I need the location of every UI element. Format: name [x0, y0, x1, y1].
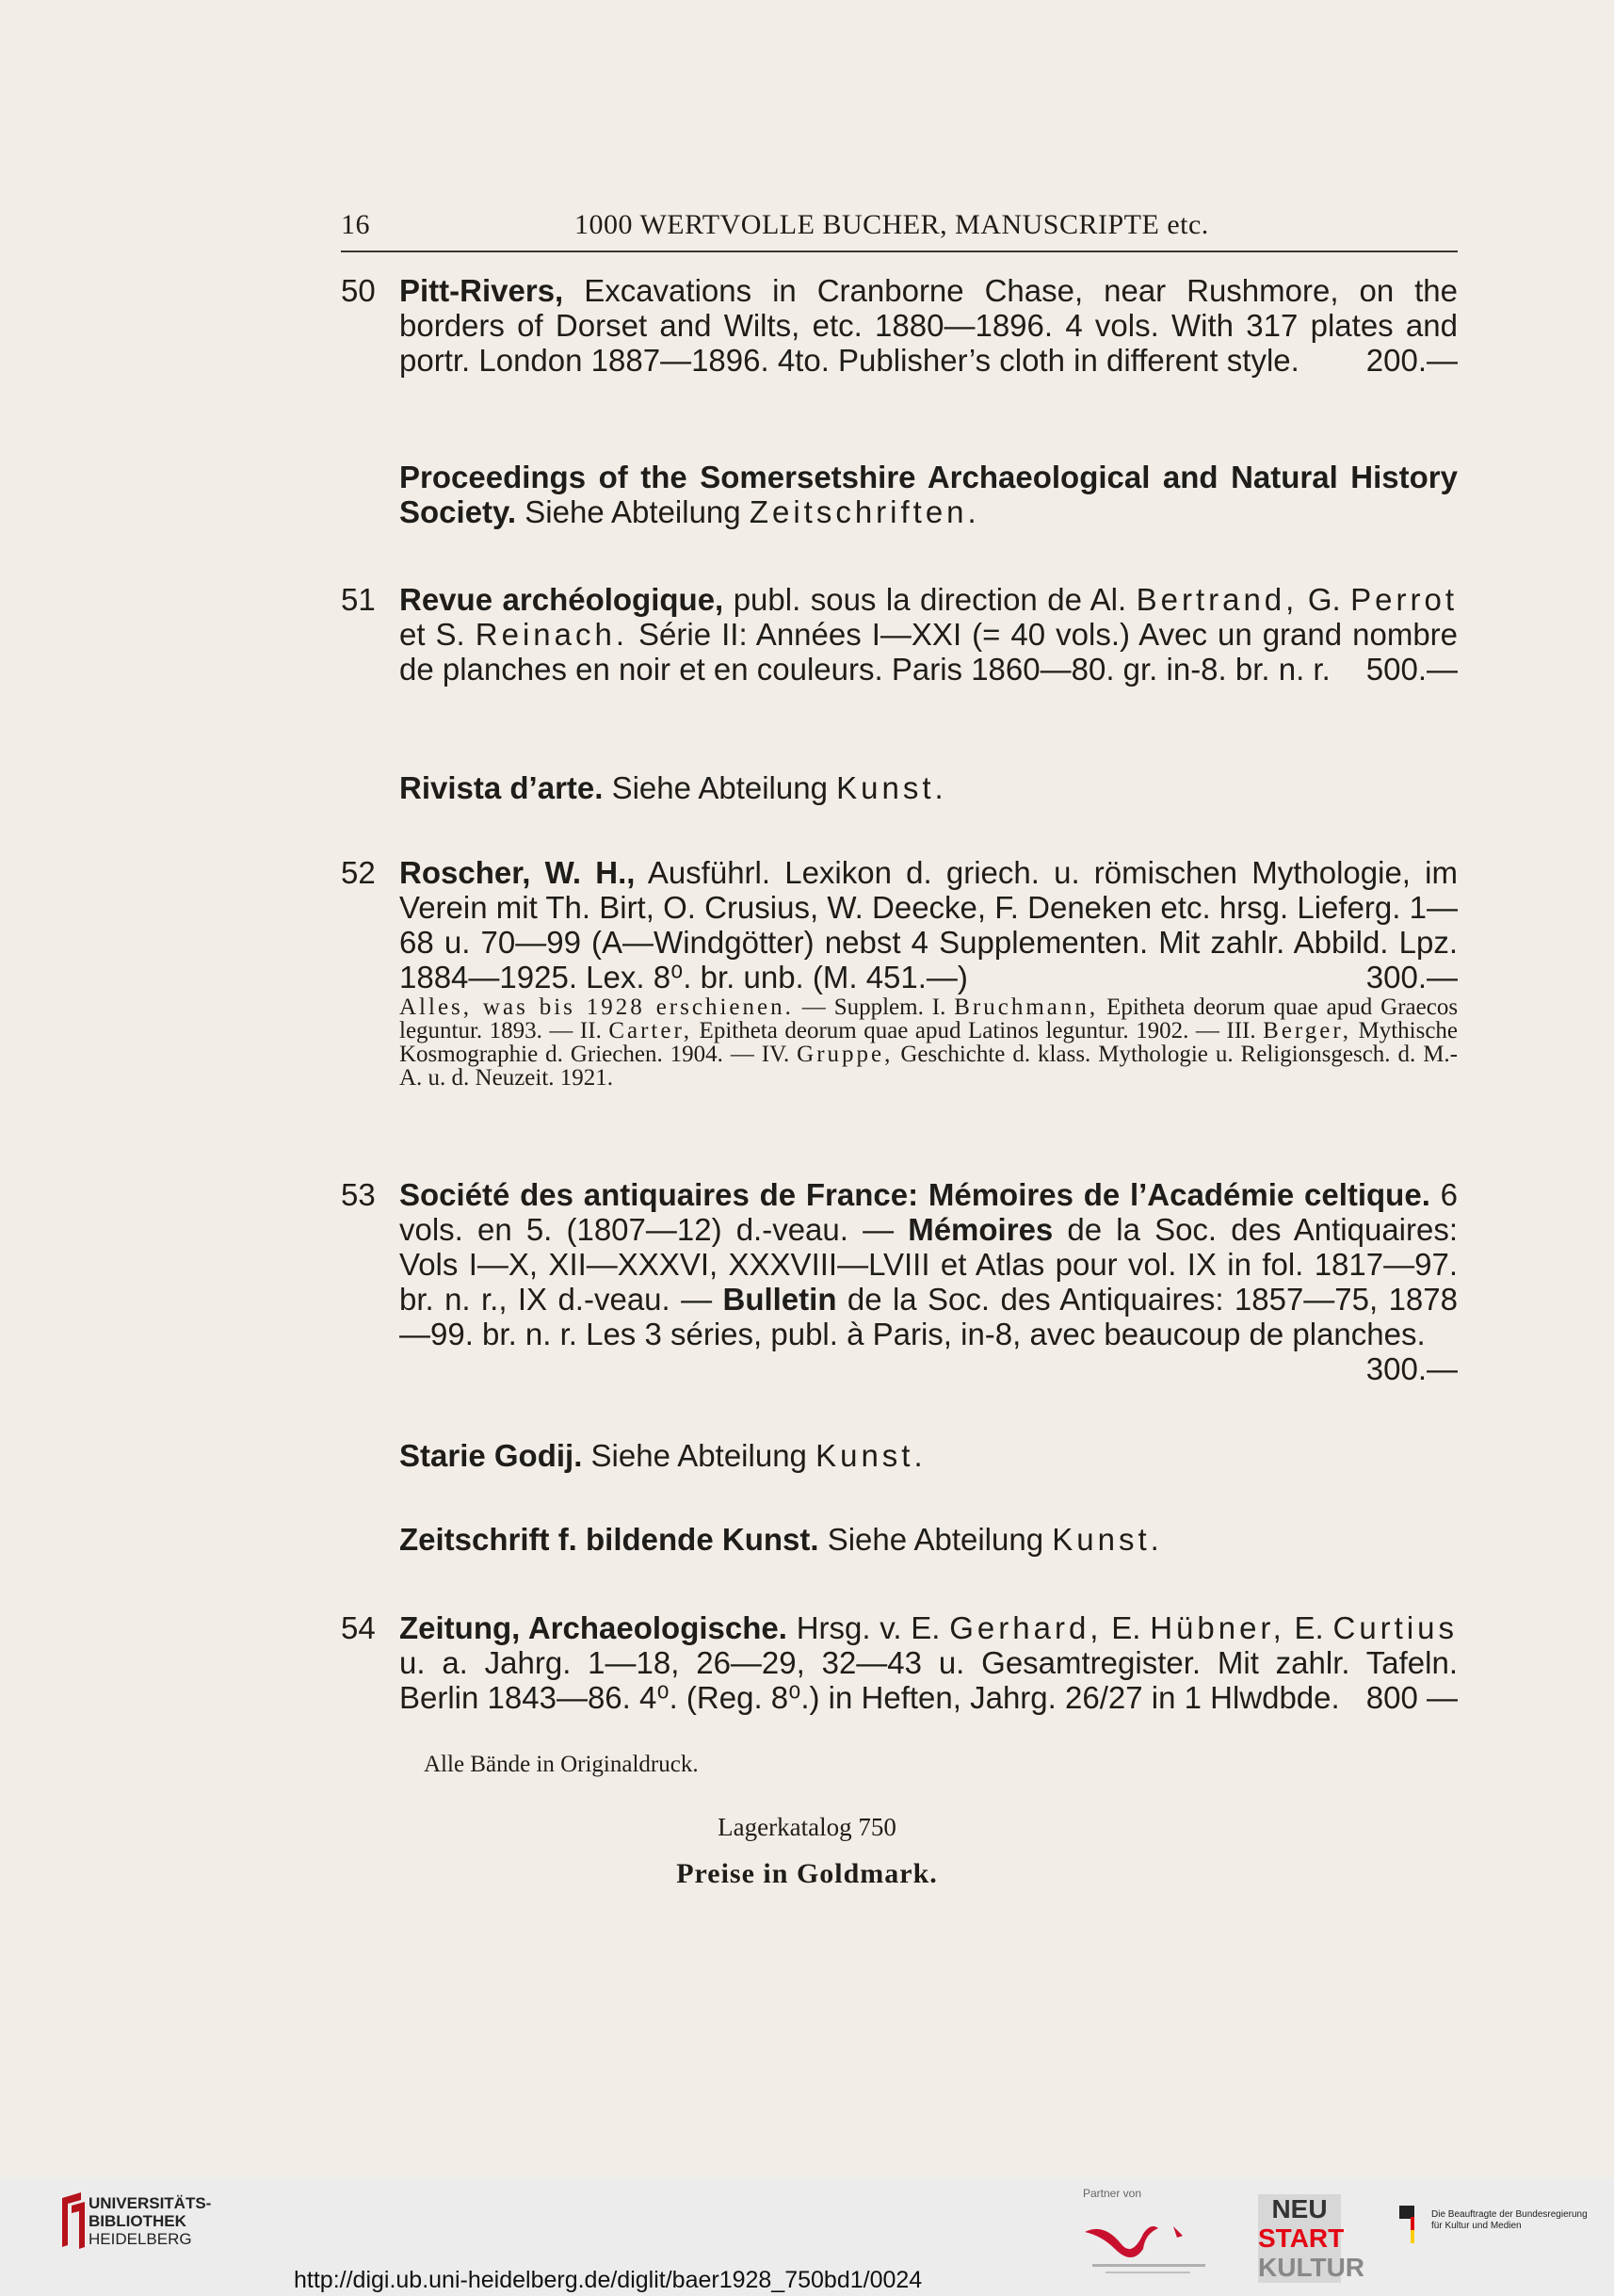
- entry-body-part: 6 vols. en 5. (1807—12) d.-veau. —: [399, 1177, 1459, 1247]
- entry-heading: Roscher, W. H.,: [399, 855, 636, 890]
- author-name: Carter,: [608, 1018, 693, 1043]
- entry-body-part: u. a. Jahrg. 1—18, 26—29, 32—43 u. Gesamtregister. Mit zahlr. Tafeln. Berlin 1843—86. 4⁰. (Reg. 8⁰.) in Heften, Jahrg. 26/27 in 1 Hlwdbde.: [399, 1645, 1458, 1715]
- entry-number: 53: [341, 1177, 376, 1212]
- entry-body-part: Hrsg. v. E.: [796, 1610, 941, 1645]
- reference-section: Zeitschriften.: [749, 494, 980, 529]
- neustart-kultur-logo: [1258, 2194, 1365, 2283]
- entry-number: 54: [341, 1610, 376, 1645]
- entry-text: [399, 855, 1458, 994]
- partner-label: Partner von: [1083, 2187, 1142, 2200]
- reference-see: Siehe Abteilung: [611, 770, 828, 805]
- reference-heading: Rivista d’arte.: [399, 770, 604, 805]
- digital-library-logo-icon: [1083, 2206, 1224, 2281]
- logo-text: KULTUR: [1258, 2253, 1365, 2282]
- entry-heading: Société des antiquaires de France: Mémoires de l’Académie celtique.: [399, 1177, 1430, 1212]
- note-part: Mythische Kosmographie d. Griechen. 1904. — IV.: [399, 1018, 1459, 1067]
- permalink-url[interactable]: http://digi.ub.uni-heidelberg.de/diglit/baer1928_750bd1/0024: [294, 2267, 923, 2293]
- reference-see: Siehe Abteilung: [590, 1438, 807, 1473]
- library-name-line: HEIDELBERG: [89, 2230, 192, 2248]
- author-name: Bruchmann,: [954, 994, 1099, 1020]
- entry-price: 200.—: [1365, 343, 1458, 378]
- entry-number: 50: [341, 273, 376, 308]
- entry-50: [341, 273, 1458, 414]
- entry-body: Ausführl. Lexikon d. griech. u. römischen Mythologie, im Verein mit Th. Birt, O. Crusius, W. Deecke, F. Deneken etc. hrsg. Lieferg. 1—68 u. 70—99 (A—Windgötter) nebst 4 Supplementen. Mit zahlr. Abbild. Lpz. 1884—1925. Lex. 8⁰. br. unb. (M. 451.—): [399, 855, 1458, 994]
- author-name: Berger,: [1263, 1018, 1351, 1043]
- entry-text: [399, 1177, 1458, 1386]
- entry-body-part: E.: [1111, 1610, 1141, 1645]
- editor-name: Curtius: [1332, 1610, 1459, 1645]
- reference-heading: Proceedings of the Somersetshire Archaeological and Natural History Society.: [399, 460, 1458, 529]
- entry-price: 800 —: [1365, 1680, 1458, 1715]
- entry-body-part: E.: [1294, 1610, 1324, 1645]
- editor-name: Perrot: [1350, 582, 1458, 617]
- entry-price: 300.—: [1365, 960, 1458, 994]
- logo-text: NEU: [1271, 2194, 1328, 2223]
- federal-eagle-icon: [1397, 2204, 1416, 2247]
- entry-body-part: G.: [1307, 582, 1341, 617]
- editor-name: Bertrand,: [1136, 582, 1299, 617]
- library-name: [89, 2194, 211, 2248]
- reference-see: Siehe Abteilung: [525, 494, 741, 529]
- running-title: 1000 WERTVOLLE BUCHER, MANUSCRIPTE etc.: [574, 209, 1209, 240]
- note-part: Epitheta deorum quae apud Latinos leguntur. 1902. — III.: [699, 1018, 1256, 1043]
- entry-heading: Pitt-Rivers,: [399, 273, 564, 308]
- library-name-line: UNIVERSITÄTS-: [89, 2194, 212, 2212]
- page-number: 16: [341, 209, 370, 240]
- note-part: Geschichte d. klass. Mythologie u. Religionsgesch. d. M.-A. u. d. Neuzeit. 1921.: [399, 1042, 1459, 1091]
- note-part: Epitheta deorum quae apud Graecos leguntur. 1893. — II.: [399, 994, 1459, 1043]
- entry-number: 51: [341, 582, 376, 617]
- editor-name: Reinach.: [475, 617, 629, 652]
- reference-section: Kunst.: [815, 1438, 927, 1473]
- cross-reference-rivista: [399, 770, 947, 805]
- cross-reference-zeitschrift: [399, 1522, 1163, 1557]
- goldmark-line: Preise in Goldmark.: [676, 1858, 938, 1889]
- reference-heading: Starie Godij.: [399, 1438, 583, 1473]
- entry-text: [399, 273, 1458, 378]
- note-part: Alles, was bis 1928 erschienen.: [399, 994, 794, 1020]
- editor-name: Hübner,: [1150, 1610, 1285, 1645]
- reference-see: Siehe Abteilung: [827, 1522, 1044, 1557]
- author-name: Gruppe,: [797, 1042, 894, 1067]
- entry-body-part: et S.: [399, 617, 465, 652]
- editor-name: Gerhard,: [949, 1610, 1103, 1645]
- entry-heading: Revue archéologique,: [399, 582, 724, 617]
- library-name-line: BIBLIOTHEK: [89, 2212, 186, 2230]
- footer-bar: [0, 2177, 1614, 2296]
- federal-commissioner-text: [1431, 2209, 1588, 2232]
- entry-text: [399, 582, 1458, 687]
- reference-section: Kunst.: [836, 770, 947, 805]
- note-part: — Supplem. I.: [801, 994, 946, 1020]
- reference-heading: Zeitschrift f. bildende Kunst.: [399, 1522, 819, 1557]
- running-head: [341, 203, 1458, 252]
- entry-54-note: Alle Bände in Originaldruck.: [424, 1752, 699, 1777]
- entry-body: Excavations in Cranborne Chase, near Rushmore, on the borders of Dorset and Wilts, etc. 1880—1896. 4 vols. With 317 plates and portr. London 1887—1896. 4to. Publisher’s cloth in different style.: [399, 273, 1459, 378]
- entry-number: 52: [341, 855, 376, 890]
- entry-price: 300.—: [1365, 1351, 1458, 1386]
- entry-subheading: Mémoires: [908, 1212, 1054, 1247]
- entry-body-part: de la Soc. des Antiquaires: 1857—75, 1878—99. br. n. r. Les 3 séries, publ. à Paris, in-8, avec beaucoup de planches.: [399, 1282, 1458, 1351]
- entry-body-part: Série II: Années I—XXI (= 40 vols.) Avec un grand nombre de planches en noir et en couleurs. Paris 1860—80. gr. in-8. br. n. r.: [399, 617, 1459, 687]
- entry-subheading: Bulletin: [722, 1282, 837, 1317]
- entry-heading: Zeitung, Archaeologische.: [399, 1610, 787, 1645]
- entry-text: [399, 1610, 1458, 1715]
- federal-text-line: für Kultur und Medien: [1431, 2221, 1522, 2231]
- reference-section: Kunst.: [1052, 1522, 1163, 1557]
- logo-text: START: [1258, 2223, 1345, 2253]
- entry-price: 500.—: [1365, 652, 1458, 687]
- entry-body-part: de la Soc. des Antiquaires: Vols I—X, XII—XXXVI, XXXVIII—LVIII et Atlas pour vol. IX in fol. 1817—97. br. n. r., IX d.-veau. —: [399, 1212, 1459, 1317]
- federal-text-line: Die Beauftragte der Bundesregierung: [1431, 2209, 1588, 2220]
- entry-52-note: [399, 995, 1458, 1090]
- entry-body-part: publ. sous la direction de Al.: [733, 582, 1127, 617]
- cross-reference-starie: [399, 1438, 927, 1473]
- catalog-line: Lagerkatalog 750: [718, 1813, 896, 1841]
